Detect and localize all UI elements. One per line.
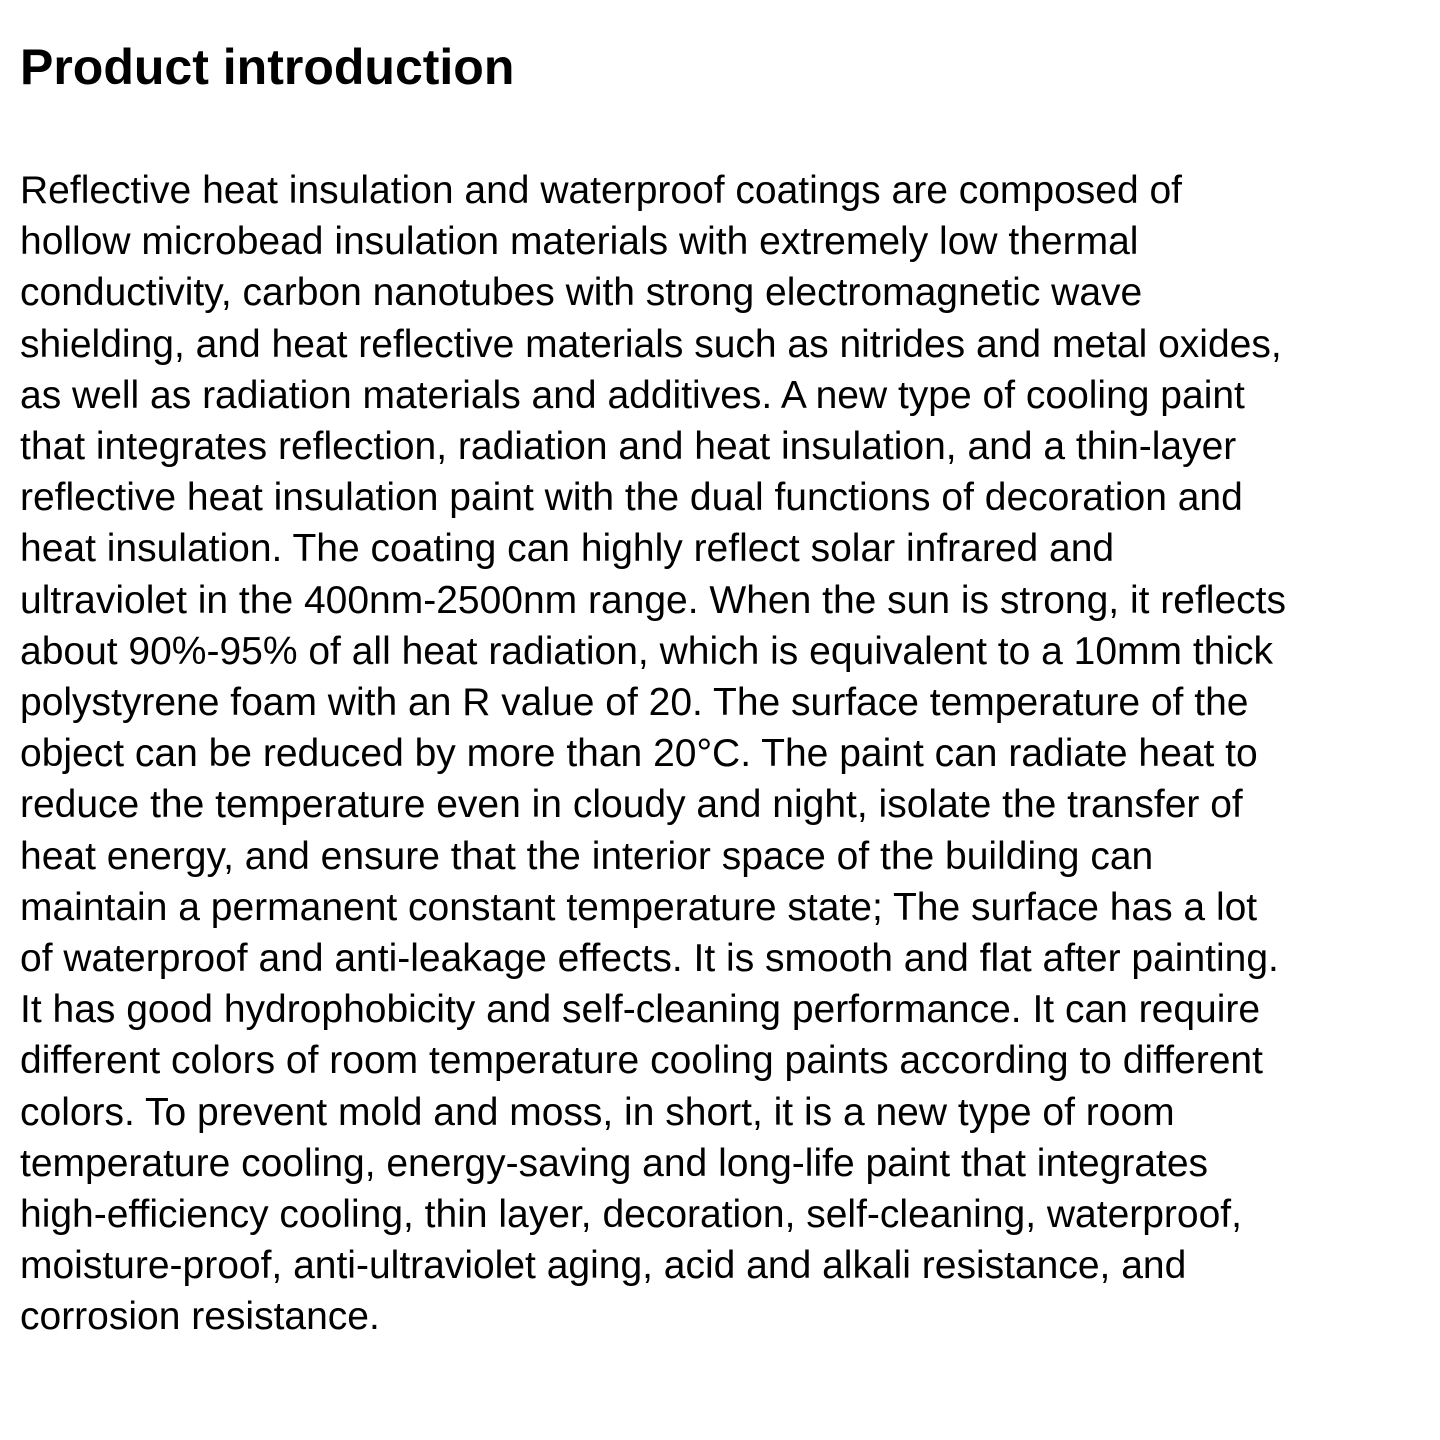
description-line: about 90%-95% of all heat radiation, which is equivalent to a 10mm thick	[20, 629, 1274, 673]
description-line: colors. To prevent mold and moss, in short, it is a new type of room	[20, 1090, 1175, 1134]
description-line: corrosion resistance.	[20, 1295, 380, 1339]
description-line: maintain a permanent constant temperature state; The surface has a lot	[20, 885, 1258, 929]
description-line: different colors of room temperature cooling paints according to different	[20, 1039, 1263, 1083]
description-line: ultraviolet in the 400nm-2500nm range. When the sun is strong, it reflects	[20, 578, 1286, 622]
description-line: shielding, and heat reflective materials such as nitrides and metal oxides,	[20, 322, 1282, 366]
description-line: high-efficiency cooling, thin layer, decoration, self-cleaning, waterproof,	[20, 1193, 1242, 1237]
description-line: hollow microbead insulation materials with extremely low thermal	[20, 220, 1139, 264]
page-title: Product introduction	[20, 39, 515, 95]
description-line: as well as radiation materials and additives. A new type of cooling paint	[20, 373, 1245, 417]
product-description	[20, 165, 1286, 1343]
description-line: heat insulation. The coating can highly reflect solar infrared and	[20, 527, 1115, 571]
description-line: reduce the temperature even in cloudy and night, isolate the transfer of	[20, 783, 1243, 827]
description-line: polystyrene foam with an R value of 20. The surface temperature of the	[20, 681, 1249, 725]
description-line: It has good hydrophobicity and self-cleaning performance. It can require	[20, 988, 1261, 1032]
description-line: object can be reduced by more than 20°C. The paint can radiate heat to	[20, 732, 1258, 776]
description-line: of waterproof and anti-leakage effects. It is smooth and flat after painting.	[20, 937, 1279, 981]
description-line: heat energy, and ensure that the interior space of the building can	[20, 834, 1154, 878]
description-line: Reflective heat insulation and waterproof coatings are composed of	[20, 169, 1183, 212]
description-line: reflective heat insulation paint with the dual functions of decoration and	[20, 476, 1243, 520]
description-line: temperature cooling, energy-saving and long-life paint that integrates	[20, 1141, 1209, 1185]
description-line: conductivity, carbon nanotubes with strong electromagnetic wave	[20, 271, 1143, 315]
description-line: moisture-proof, anti-ultraviolet aging, acid and alkali resistance, and	[20, 1244, 1187, 1288]
description-line: that integrates reflection, radiation and heat insulation, and a thin-layer	[20, 425, 1237, 469]
